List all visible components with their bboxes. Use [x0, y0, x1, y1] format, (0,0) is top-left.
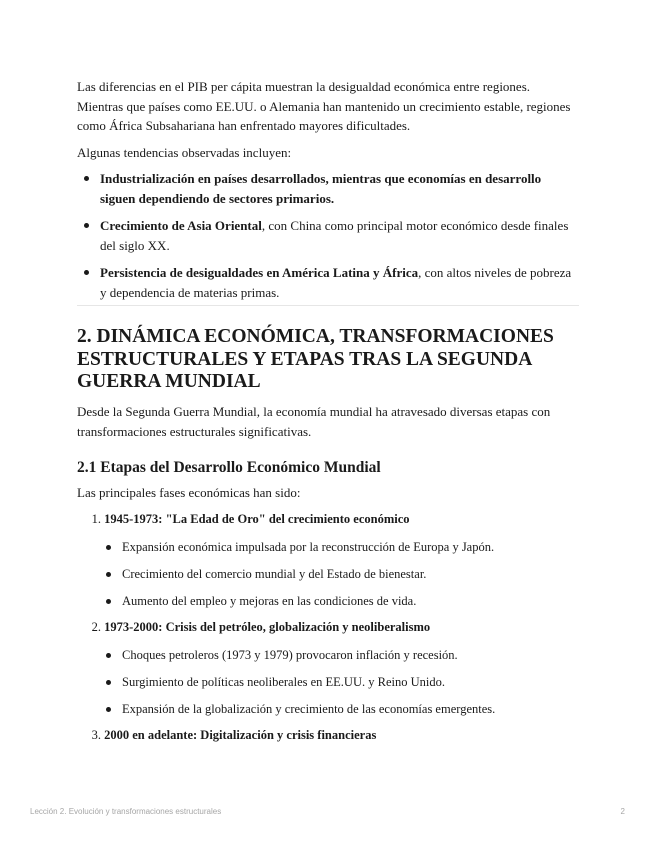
phase-title-text: 2000 en adelante: Digitalización y crisis financieras — [104, 728, 377, 742]
phase-title — [77, 618, 430, 637]
phase-number: 1 . — [77, 510, 101, 529]
phase-item: Expansión económica impulsada por la reconstrucción de Europa y Japón. — [122, 538, 494, 557]
phase-number: 3 . — [77, 726, 101, 745]
list-item — [100, 216, 579, 255]
trends-list — [77, 169, 579, 310]
phase-title-text: 1973-2000: Crisis del petróleo, globalización y neoliberalismo — [104, 620, 431, 634]
phase-title — [77, 510, 410, 529]
trend-bold: Industrialización en países desarrollados, mientras que economías en desarrollo siguen dependiendo de sectores primarios. — [100, 171, 542, 206]
phase-item: Expansión de la globalización y crecimiento de las economías emergentes. — [122, 700, 495, 719]
phase-number: 2 . — [77, 618, 101, 637]
section-intro: Desde la Segunda Guerra Mundial, la economía mundial ha atravesado diversas etapas con transformaciones estructurales significativas. — [77, 404, 551, 439]
phase-item: Choques petroleros (1973 y 1979) provocaron inflación y recesión. — [122, 646, 458, 665]
trend-bold: Crecimiento de Asia Oriental — [100, 218, 262, 233]
phases-lead: Las principales fases económicas han sido: — [77, 485, 301, 500]
section-heading: 2. DINÁMICA ECONÓMICA, TRANSFORMACIONES ESTRUCTURALES Y ETAPAS TRAS LA SEGUNDA GUERRA MUNDIAL — [77, 326, 554, 392]
phase-item: Crecimiento del comercio mundial y del Estado de bienestar. — [122, 565, 426, 584]
subsection-heading: 2.1 Etapas del Desarrollo Económico Mundial — [77, 459, 381, 476]
footer-lesson-title: Lección 2. Evolución y transformaciones estructurales — [30, 807, 222, 816]
trends-lead: Algunas tendencias observadas incluyen: — [77, 145, 292, 160]
trend-bold: Persistencia de desigualdades en América Latina y África — [100, 265, 419, 280]
intro-paragraph: Las diferencias en el PIB per cápita muestran la desigualdad económica entre regiones. Mientras que países como EE.UU. o Alemania han mantenido un crecimiento estable, regiones como África Subsahariana han enfrentado mayores dificultades. — [77, 79, 571, 133]
list-item — [100, 263, 579, 302]
trend-text: , con China como principal motor económico desde finales del siglo XX. — [100, 218, 569, 253]
trend-text: , con altos niveles de pobreza y dependencia de materias primas. — [100, 265, 572, 300]
phase-title — [77, 726, 376, 745]
phase-item: Surgimiento de políticas neoliberales en EE.UU. y Reino Unido. — [122, 673, 445, 692]
phase-item: Aumento del empleo y mejoras en las condiciones de vida. — [122, 592, 416, 611]
list-item — [100, 169, 579, 208]
section-divider — [77, 305, 579, 306]
page-number: 2 — [620, 807, 625, 816]
phase-title-text: 1945-1973: "La Edad de Oro" del crecimiento económico — [104, 512, 410, 526]
